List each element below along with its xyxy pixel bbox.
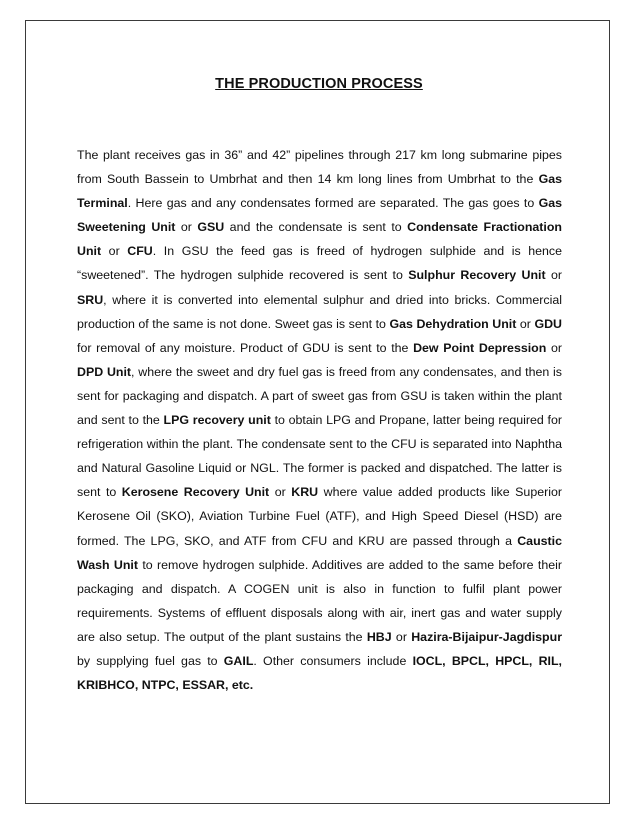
bold-term: Gas Dehydration Unit bbox=[389, 316, 517, 331]
text-run: , where it is converted into elemental sulphur and dried into bricks. Commercial production of the same is not done. Sweet gas is sent to bbox=[77, 292, 562, 331]
text-run: by supplying fuel gas to bbox=[77, 653, 224, 668]
text-run: or bbox=[175, 220, 198, 235]
bold-term: Dew Point Depression bbox=[413, 340, 547, 355]
bold-term: Hazira-Bijaipur-Jagdispur bbox=[411, 629, 563, 644]
bold-term: CFU bbox=[127, 244, 153, 259]
bold-term: GSU bbox=[197, 220, 225, 235]
bold-term: Gas Terminal bbox=[77, 172, 562, 211]
bold-term: HBJ bbox=[366, 629, 392, 644]
bold-term: IOCL, BPCL, HPCL, RIL, KRIBHCO, NTPC, ESSAR, etc. bbox=[77, 653, 562, 693]
body-paragraph bbox=[77, 143, 562, 697]
page-title: THE PRODUCTION PROCESS bbox=[215, 76, 423, 92]
text-run: or bbox=[545, 268, 562, 283]
text-run: , where the sweet and dry fuel gas is freed from any condensates, and then is sent for packaging and dispatch. A part of sweet gas from GSU is taken within the plant and sent to the bbox=[77, 364, 562, 428]
text-run: . Other consumers include bbox=[253, 653, 413, 668]
text-run: for removal of any moisture. Product of GDU is sent to the bbox=[77, 340, 414, 355]
bold-term: GDU bbox=[534, 316, 562, 331]
text-run: . In GSU the feed gas is freed of hydrogen sulphide and is hence “sweetened”. The hydrogen sulphide recovered is sent to bbox=[77, 244, 562, 283]
bold-term: Kerosene Recovery Unit bbox=[121, 485, 270, 500]
text-run: to remove hydrogen sulphide. Additives are added to the same before their packaging and dispatch. A COGEN unit is also in function to fulfil plant power requirements. Systems of effluent disposals along with air, inert gas and water supply are also setup. The output of the plant sustains the bbox=[77, 557, 562, 644]
text-run: or bbox=[546, 340, 562, 355]
text-run: to obtain LPG and Propane, latter being required for refrigeration within the plant. The condensate sent to the CFU is separated into Naphtha and Natural Gasoline Liquid or NGL. The former is packed and dispatched. The latter is sent to bbox=[77, 413, 562, 500]
text-run: or bbox=[391, 629, 412, 644]
bold-term: DPD Unit bbox=[77, 364, 132, 379]
bold-term: GAIL bbox=[223, 653, 254, 668]
bold-term: Gas Sweetening Unit bbox=[77, 196, 562, 235]
bold-term: SRU bbox=[77, 292, 104, 307]
text-run: The plant receives gas in 36” and 42” pipelines through 217 km long submarine pipes from South Bassein to Umbrhat and then 14 km long lines from Umbrhat to the bbox=[77, 148, 562, 187]
text-run: or bbox=[269, 485, 292, 500]
bold-term: Condensate Fractionation Unit bbox=[77, 220, 562, 259]
text-run: and the condensate is sent to bbox=[224, 220, 408, 235]
text-run: . Here gas and any condensates formed are separated. The gas goes to bbox=[127, 196, 539, 211]
text-run: or bbox=[516, 316, 535, 331]
bold-term: Caustic Wash Unit bbox=[77, 533, 562, 572]
text-run: or bbox=[101, 244, 128, 259]
text-run: where value added products like Superior Kerosene Oil (SKO), Aviation Turbine Fuel (ATF), and High Speed Diesel (HSD) are formed. The LPG, SKO, and ATF from CFU and KRU are passed through a bbox=[77, 485, 562, 548]
bold-term: KRU bbox=[291, 485, 319, 500]
bold-term: Sulphur Recovery Unit bbox=[408, 268, 546, 283]
bold-term: LPG recovery unit bbox=[163, 413, 271, 428]
